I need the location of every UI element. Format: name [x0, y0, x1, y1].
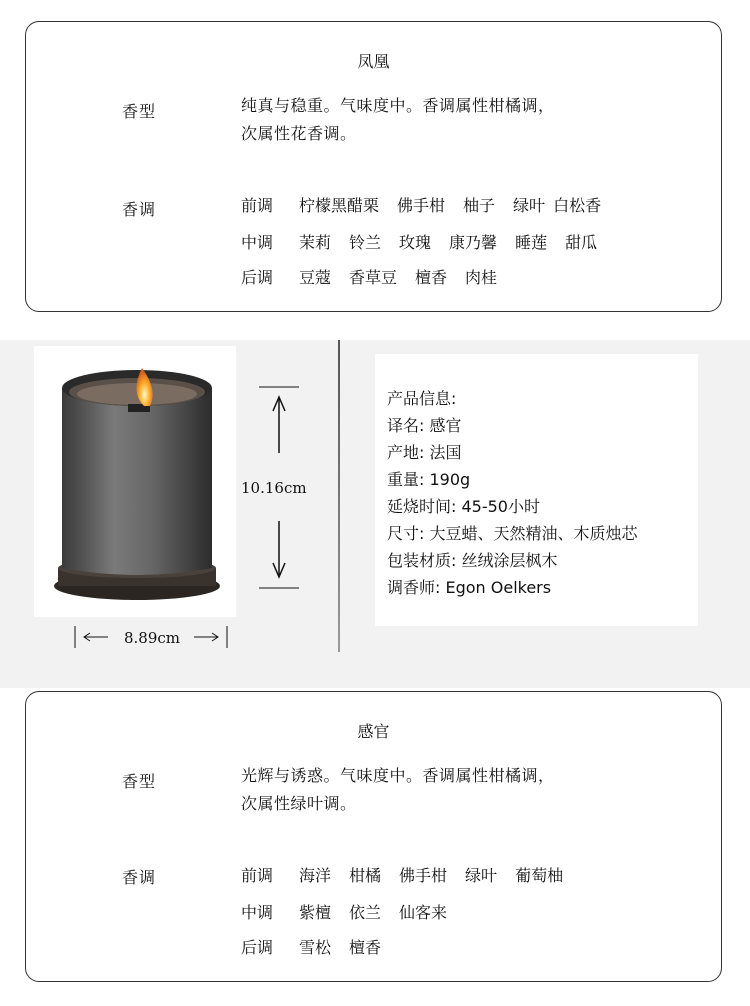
scent-type-label: 香型 [122, 772, 157, 791]
note-item: 绿叶 [465, 866, 498, 885]
description-line: 次属性绿叶调。 [241, 794, 357, 813]
note-item: 绿叶 [513, 196, 546, 215]
width-label: 8.89cm [124, 629, 181, 647]
info-line-packaging: 包装材质: 丝绒涂层枫木 [387, 551, 558, 570]
description-line: 光辉与诱惑。气味度中。香调属性柑橘调， [241, 766, 555, 785]
info-line-origin: 产地: 法国 [387, 443, 462, 462]
top-notes-row [241, 193, 619, 216]
mid-notes-stage: 中调 [241, 903, 274, 922]
candle-image [34, 346, 236, 617]
notes-label: 香调 [122, 200, 157, 219]
notes-label: 香调 [122, 868, 157, 887]
note-item: 依兰 [349, 903, 382, 922]
note-item: 白松香 [553, 196, 602, 215]
info-line-perfumer: 调香师: Egon Oelkers [387, 578, 552, 597]
mid-notes-row [241, 230, 615, 253]
top-notes-stage: 前调 [241, 196, 274, 215]
note-item: 佛手柑 [397, 196, 446, 215]
note-item: 豆蔻 [299, 268, 332, 287]
card-title: 凤凰 [357, 52, 390, 71]
info-line-burn-time: 延烧时间: 45-50小时 [387, 497, 540, 516]
note-item: 香草豆 [349, 268, 398, 287]
note-item: 海洋 [299, 866, 332, 885]
note-item: 茉莉 [299, 233, 332, 252]
card-title: 感官 [357, 722, 390, 741]
fragrance-card-ganguan [25, 691, 722, 982]
description-line: 纯真与稳重。气味度中。香调属性柑橘调， [241, 96, 555, 115]
note-item: 玫瑰 [399, 233, 432, 252]
note-item: 柑橘 [349, 866, 382, 885]
note-item: 睡莲 [515, 233, 548, 252]
scent-type-label: 香型 [122, 102, 157, 121]
vertical-divider [338, 340, 340, 652]
note-item: 雪松 [299, 938, 332, 957]
note-item: 铃兰 [349, 233, 382, 252]
note-item: 柠檬黑醋栗 [299, 196, 380, 215]
scent-type-description [241, 92, 555, 148]
note-item: 甜瓜 [565, 233, 598, 252]
info-title: 产品信息: [387, 389, 457, 408]
product-info-box [375, 354, 698, 626]
info-line-size: 尺寸: 大豆蜡、天然精油、木质烛芯 [387, 524, 638, 543]
candle-photo [34, 346, 236, 617]
scent-type-description [241, 762, 555, 818]
top-notes-row [241, 863, 581, 886]
note-item: 仙客来 [399, 903, 448, 922]
product-info-section [0, 340, 750, 688]
base-notes-row [241, 935, 399, 958]
height-label: 10.16cm [241, 479, 307, 497]
base-notes-stage: 后调 [241, 268, 274, 287]
base-notes-stage: 后调 [241, 938, 274, 957]
info-line-weight: 重量: 190g [387, 470, 471, 489]
note-item: 佛手柑 [399, 866, 448, 885]
note-item: 葡萄柚 [515, 866, 564, 885]
description-line: 次属性花香调。 [241, 124, 357, 143]
note-item: 檀香 [415, 268, 448, 287]
top-notes-stage: 前调 [241, 866, 274, 885]
note-item: 肉桂 [465, 268, 498, 287]
mid-notes-row [241, 900, 465, 923]
note-item: 紫檀 [299, 903, 332, 922]
info-line-name: 译名: 感官 [387, 416, 462, 435]
fragrance-card-fenghuang [25, 21, 722, 312]
note-item: 檀香 [349, 938, 382, 957]
note-item: 柚子 [463, 196, 496, 215]
note-item: 康乃馨 [449, 233, 498, 252]
base-notes-row [241, 265, 515, 288]
mid-notes-stage: 中调 [241, 233, 274, 252]
